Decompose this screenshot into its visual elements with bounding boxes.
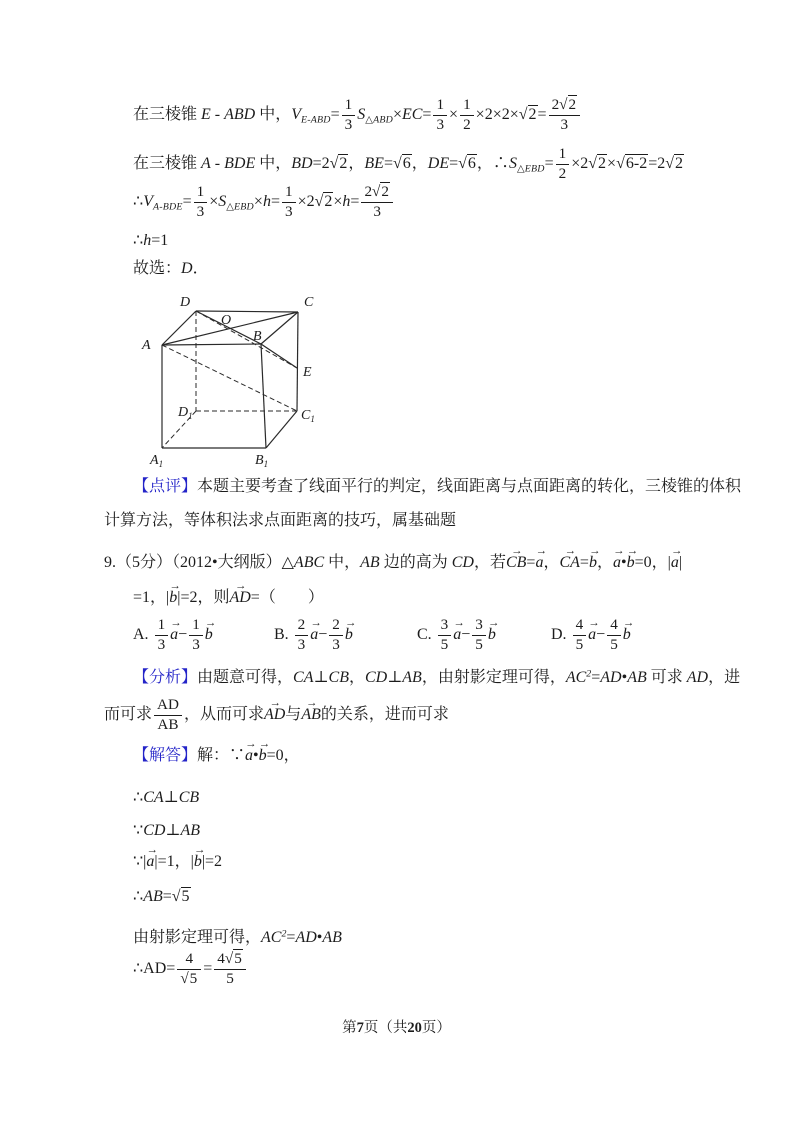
svg-text:A1: $A_1$: [150, 453, 164, 469]
svg-text:O: O: [221, 313, 232, 328]
solution8-volume-line-1: 在三棱锥 E - ABD 中，$V_{E-ABD}=$ $\frac{1}{3}$ $S_{\triangle ABD}\times EC=$ $\frac{1}{3}$ × $\frac{1}{2}$ ×2×2×√2= $\frac{2√2}{3}$: [133, 97, 582, 133]
answer-step-2: ∴CA⊥CB: [133, 789, 200, 806]
svg-text:C1: $C_1$: [301, 408, 315, 424]
solution8-volume-line-2: 在三棱锥 A - BDE 中，BD=2√2，BE=√6，DE=√6，$\therefore S_{\triangle EBD}=$ $\frac{1}{2}$ ×2√2×√6-2=2√2: [133, 145, 683, 182]
answer-step-1: [133, 746, 300, 766]
solution8-h-result: ∴h=1: [133, 232, 169, 249]
comment-line-2: [104, 511, 456, 531]
answer-step-6: 由射影定理可得，$AC^2=AD•AB$: [133, 928, 342, 946]
option-a: [133, 617, 213, 653]
svg-text:E: E: [303, 365, 312, 380]
svg-text:A: A: [142, 338, 151, 353]
option-c-formula: $\frac{3}{5}$ a →− $\frac{3}{5}$ b →: [436, 626, 496, 643]
answer-label: 【解答】: [133, 747, 198, 764]
svg-text:D1: $D_1$: [178, 405, 193, 421]
analysis-line-2: 而可求 $\frac{AD}{AB}$ ，从而可求AD →与AB →的关系，进而可求: [104, 697, 449, 733]
option-d-formula: $\frac{4}{5}$ a →− $\frac{4}{5}$ b →: [571, 626, 631, 643]
analysis-label: 【分析】: [133, 669, 198, 686]
option-b: [274, 617, 353, 653]
option-c: [417, 617, 496, 653]
svg-text:B: B: [253, 329, 262, 344]
comment-text-2: 计算方法，等体积法求点面距离的技巧，属基础题: [104, 512, 457, 529]
svg-text:D: D: [180, 295, 191, 310]
answer-step-3: ∵CD⊥AB: [133, 822, 201, 839]
answer-step-1-text: 解：∵a →•b →=0，: [197, 747, 300, 764]
option-c-key: C.: [417, 625, 432, 643]
comment-label: 【点评】: [133, 478, 198, 495]
answer-step-7: ∴AD= $\frac{4}{√5}$ = $\frac{4√5}{5}$: [133, 951, 248, 987]
cube-figure: [140, 288, 355, 474]
answer-step-4: ∵|a →|=1，|b →|=2: [133, 852, 222, 872]
svg-text:B1: $B_1$: [255, 453, 269, 469]
option-d: [551, 617, 631, 653]
option-a-key: A.: [133, 625, 149, 643]
option-b-key: B.: [274, 625, 289, 643]
solution8-answer-choice: 故选：D．: [133, 260, 209, 277]
question9-stem-line-1: 9.（5分）（2012•大纲版）△ABC 中，AB 边的高为 CD，若CB →=a →，CA →=b →，a →•b →=0，|a →|: [104, 553, 682, 573]
option-b-formula: $\frac{2}{3}$ a →− $\frac{2}{3}$ b →: [293, 626, 353, 643]
analysis-text-1: 由题意可得，CA⊥CB，CD⊥AB，由射影定理可得，$AC^2=AD•AB$ 可求 AD，进: [197, 668, 741, 686]
answer-step-5: ∴AB=√5: [133, 888, 190, 905]
option-d-key: D.: [551, 625, 567, 643]
question9-stem-line-2: =1，|b →|=2，则AD →=（ ）: [133, 588, 324, 608]
option-a-formula: $\frac{1}{3}$ a →− $\frac{1}{3}$ b →: [153, 626, 213, 643]
svg-text:C: C: [304, 295, 314, 310]
solution8-volume-line-3: $\therefore V_{A-BDE}=$ $\frac{1}{3}$ $\times S_{\triangle EBD}\times h=$ $\frac{1}{3}$ ×2√2×h= $\frac{2√2}{3}$: [133, 184, 395, 220]
page-footer: 第7页（共20页）: [342, 1020, 451, 1036]
comment-text-1: 本题主要考查了线面平行的判定，线面距离与点面距离的转化，三棱锥的体积: [197, 478, 742, 495]
comment-line-1: [133, 477, 741, 497]
analysis-line-1: [133, 668, 740, 688]
